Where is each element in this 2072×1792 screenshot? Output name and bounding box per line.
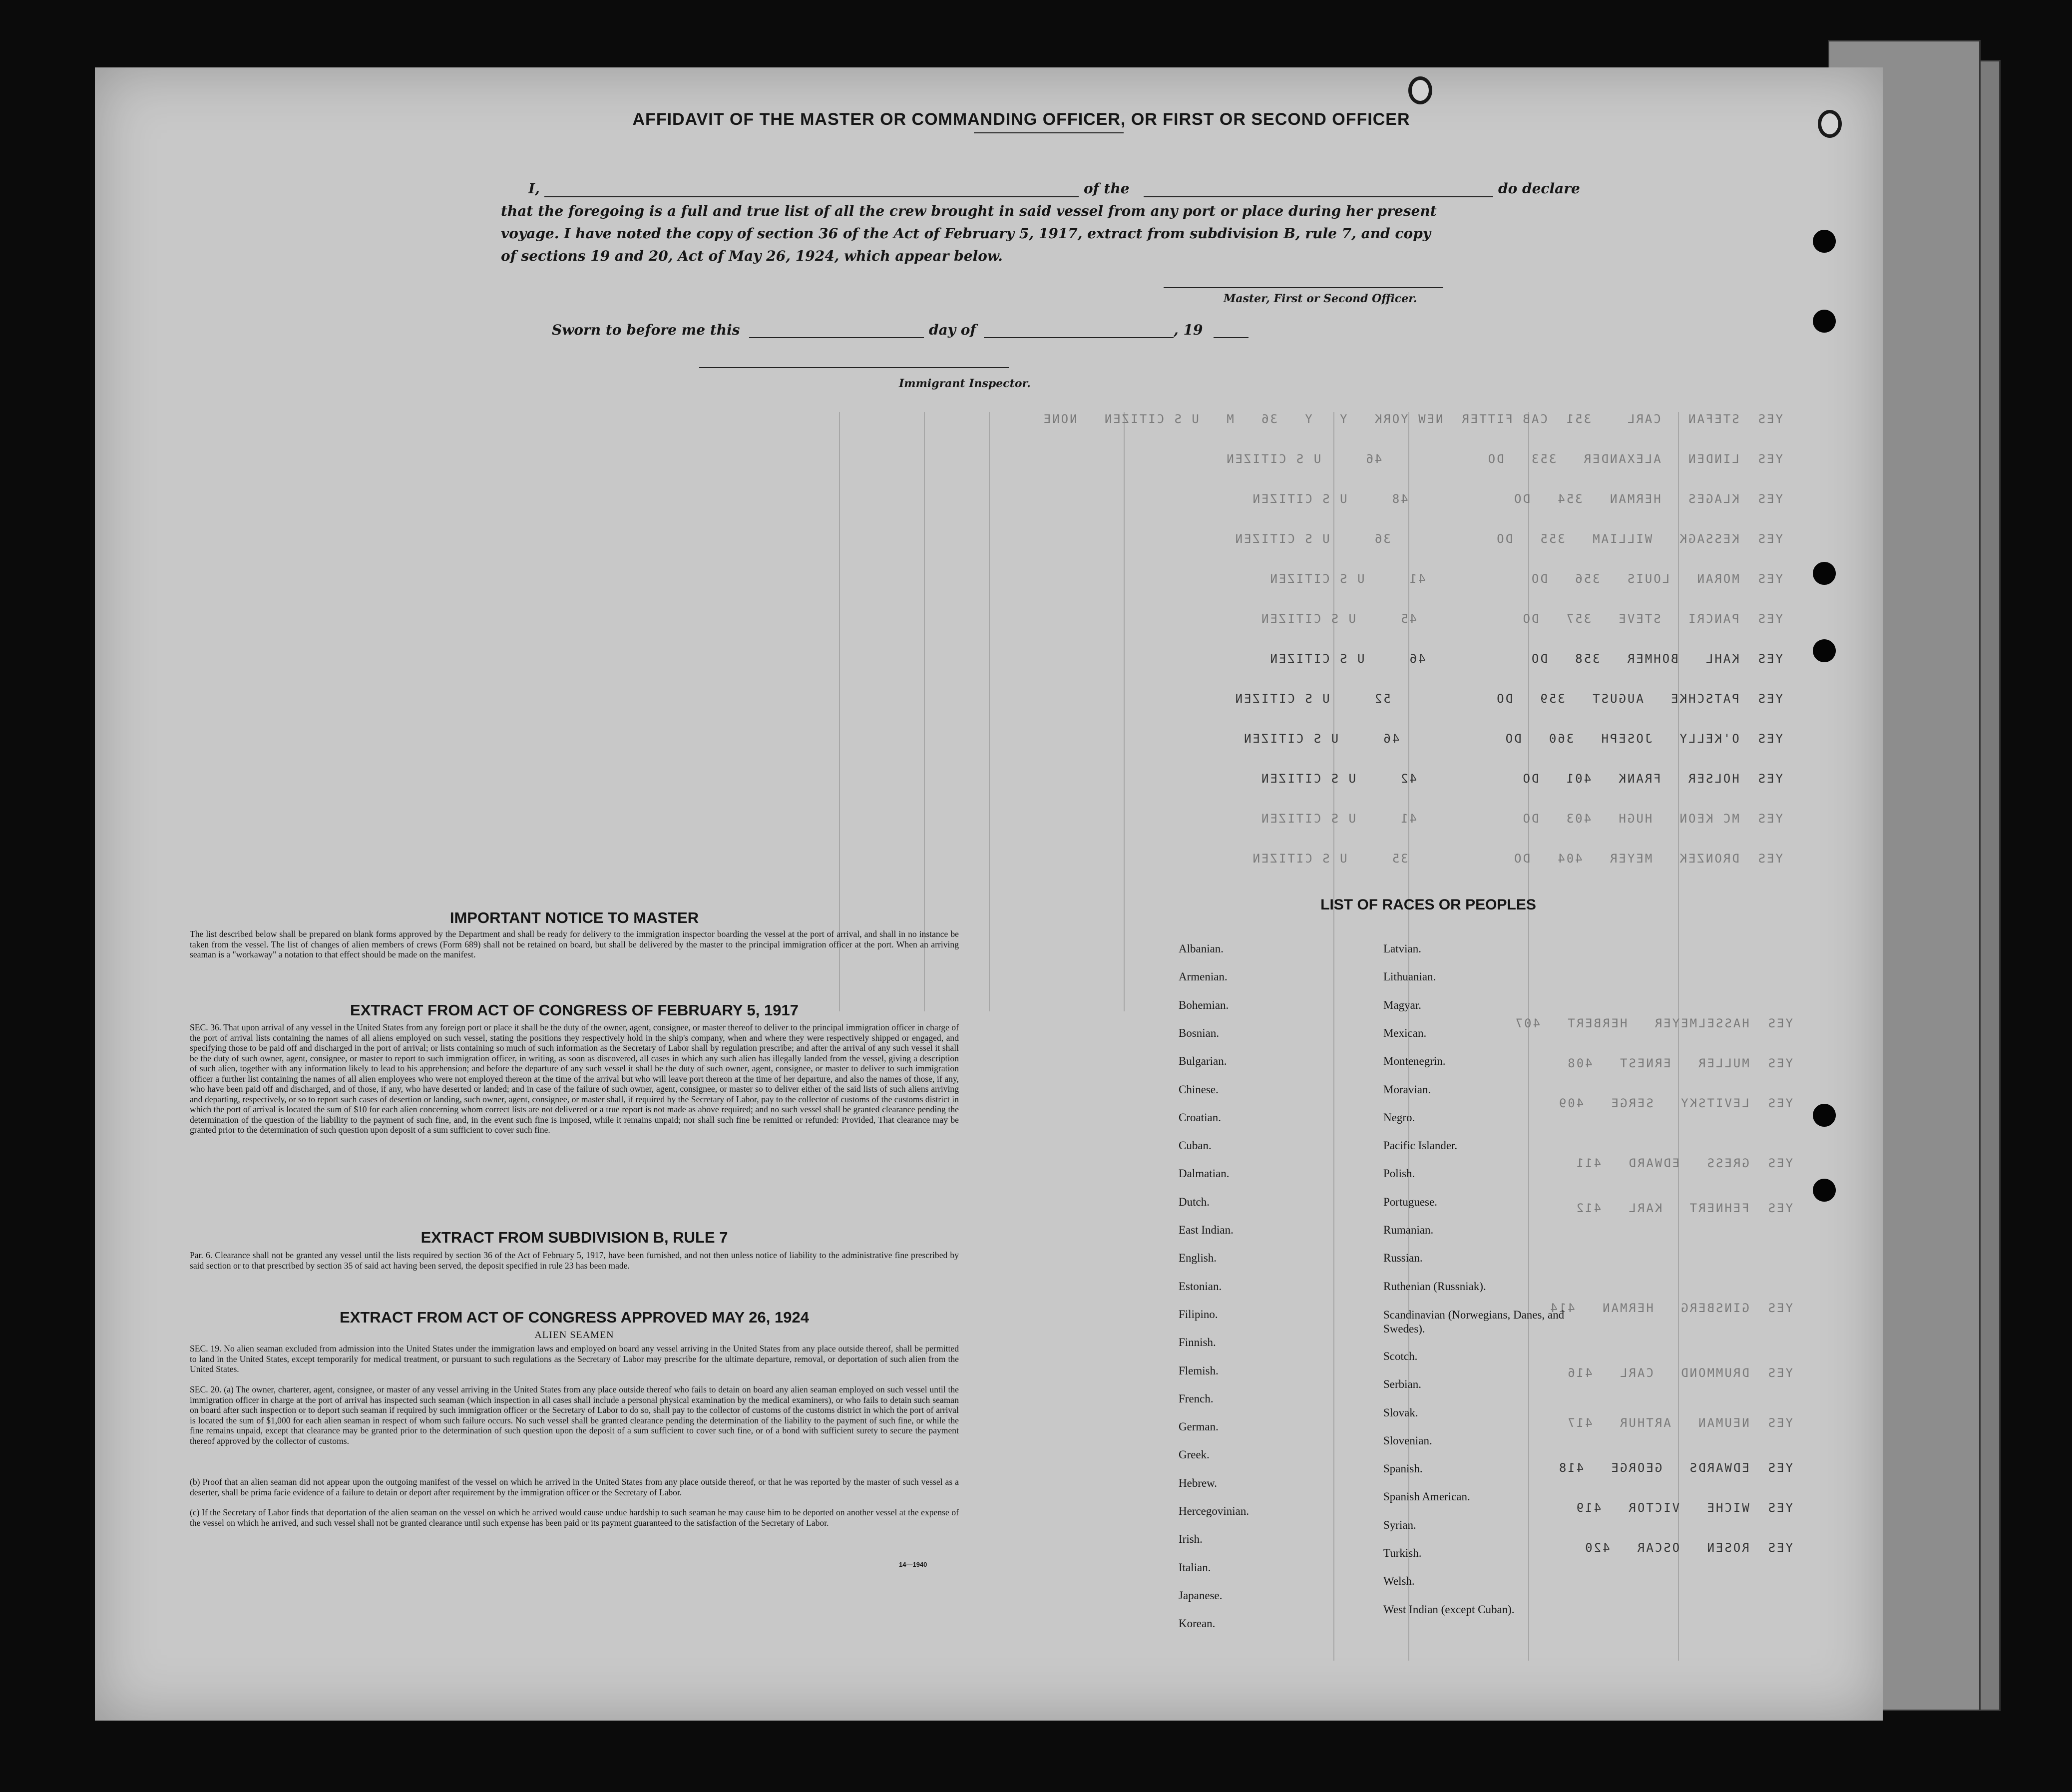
race-item: Albanian. <box>1179 942 1224 955</box>
bleed-through-text: YES FEHNERT KARL 412 <box>1575 1201 1793 1215</box>
race-item: Estonian. <box>1179 1280 1222 1293</box>
race-item: German. <box>1179 1420 1219 1433</box>
bleed-through-text: YES PATSCHKE AUGUST 359 DO 52 U S CITIZEN <box>1234 692 1783 706</box>
bleed-through-text: YES O'KELLY JOSEPH 360 DO 46 U S CITIZEN <box>1243 732 1783 746</box>
race-item: Bulgarian. <box>1179 1055 1227 1068</box>
race-item: English. <box>1179 1252 1217 1265</box>
race-item: Pacific Islander. <box>1383 1139 1458 1152</box>
bleed-through-text: YES MORAN LOUIS 356 DO 41 U S CITIZEN <box>1268 572 1783 586</box>
race-item: Finnish. <box>1179 1336 1216 1349</box>
race-item: Flemish. <box>1179 1364 1219 1377</box>
race-item: Welsh. <box>1383 1575 1415 1588</box>
bleed-through-text: YES KAHL BOHMER 358 DO 46 U S CITIZEN <box>1268 652 1783 666</box>
bleed-through-text: YES KLAGES HERMAN 354 DO 48 U S CITIZEN <box>1251 492 1783 506</box>
race-item: Slovenian. <box>1383 1434 1432 1447</box>
act-1917-text: SEC. 36. That upon arrival of any vessel in the United States from any foreign port or place it shall be the duty of the owner, agent, consignee, or master thereof to deliver to the principal immigration officer in charge of the port of arrival lists containing the names of all aliens employed on such vessel, stating the positions they respectively hold in the ship's company, when and where they were respectively shipped or engaged, and specifying those to be paid off and discharged in the port of arrival; or lists containing so much of such information as the Secretary of Labor shall by regulation prescribe; and after the arrival of any such vessel it shall be the duty of such owner, agent, consignee, or master to report to such immigration officer, in writing, as soon as discovered, all cases in which any such alien has illegally landed from the vessel, giving a description of such alien, together with any information likely to lead to his apprehension; and before the departure of any such vessel it shall be the duty of such owner, agent, consignee, or master to deliver to such immigration officer a further list containing the names of all alien employees who were not employed thereon at the time of the arrival but who will leave port thereon at the time of her departure, and also the names of those, if any, who have been paid off and discharged, and of those, if any, who have deserted or landed; and in case of the failure of such owner, agent, consignee, or master so to deliver either of the said lists of such aliens arriving and departing, respectively, or so to report such cases of desertion or landing, such owner, agent, consignee, or master shall, if required by the Secretary of Labor, pay to the collector of customs of the customs district in which the port of arrival is located the sum of $10 for each alien concerning whom correct lists are not delivered or a true report is not made as above required; and no such vessel shall be granted clearance pending the determination of the question of the liability to the payment of such fine, and, in the event such fine is imposed, while it remains unpaid; nor shall such fine be remitted or refunded: Provided, That clearance may be granted prior to the determination of such question upon deposit of a sum sufficient to cover such fine. <box>190 1022 959 1135</box>
race-item: Croatian. <box>1179 1111 1221 1124</box>
affidavit-declare: do declare <box>1498 180 1580 197</box>
punch-hole <box>1813 230 1836 253</box>
act-1924-sec19: SEC. 19. No alien seaman excluded from admission into the United States under the immigration laws and employed on board any vessel arriving in the United States from any place outside thereof, shall be permitted to land in the United States, except temporarily for medical treatment, or pursuant to such regulations as the Secretary of Labor may prescribe for the ultimate departure, removal, or deportation of such alien from the United States. <box>190 1344 959 1374</box>
punch-hole <box>1813 310 1836 333</box>
race-item: Filipino. <box>1179 1308 1218 1321</box>
binder-ring <box>1408 76 1432 104</box>
race-item: Negro. <box>1383 1111 1415 1124</box>
race-item: Dutch. <box>1179 1195 1210 1208</box>
form-number: 14—1940 <box>899 1561 927 1568</box>
bleed-through-text: YES HOLSER FRANK 401 DO 42 U S CITIZEN <box>1260 772 1783 786</box>
bleed-through-text: YES EDWARDS GEORGE 418 <box>1557 1461 1793 1475</box>
race-item: Scotch. <box>1383 1349 1418 1362</box>
inspector-signature-field[interactable] <box>699 367 1009 368</box>
affidavit-title-underline <box>974 132 1124 133</box>
signer-label: Master, First or Second Officer. <box>1224 292 1417 305</box>
affidavit-title: AFFIDAVIT OF THE MASTER OR COMMANDING OFFICER, OR FIRST OR SECOND OFFICER <box>632 110 1410 129</box>
race-item: Russian. <box>1383 1252 1423 1265</box>
punch-hole <box>1813 562 1836 585</box>
affidavit-of-the: of the <box>1084 180 1130 197</box>
bleed-through-text: YES MULLER ERNEST 408 <box>1566 1056 1793 1070</box>
bleed-through-text: YES DRUMMOND CARL 416 <box>1566 1366 1793 1380</box>
affidavit-line-2: that the foregoing is a full and true list of all the crew brought in said vessel from any port or place during her present <box>501 203 1437 219</box>
sworn-day-field[interactable] <box>749 337 924 338</box>
race-item: Hebrew. <box>1179 1476 1218 1489</box>
race-item: Moravian. <box>1383 1083 1431 1096</box>
bleed-through-text: YES MC KEON HUGH 403 DO 41 U S CITIZEN <box>1260 812 1783 826</box>
race-item: Bohemian. <box>1179 998 1229 1011</box>
inspector-label: Immigrant Inspector. <box>899 377 1031 390</box>
race-item: Dalmatian. <box>1179 1167 1230 1180</box>
notice-title: IMPORTANT NOTICE TO MASTER <box>449 909 699 926</box>
bleed-through-text: YES STEFAN CARL 351 CAB FITTER NEW YORK Y Y 36 M U S CITIZEN NONE <box>1042 412 1783 426</box>
race-item: Polish. <box>1383 1167 1415 1180</box>
bleed-through-text: YES LEVITSKY SERGE 409 <box>1557 1096 1793 1110</box>
declarant-name-field[interactable] <box>544 196 1079 197</box>
race-item: Serbian. <box>1383 1378 1422 1391</box>
sworn-month-field[interactable] <box>984 337 1174 338</box>
race-item: Syrian. <box>1383 1518 1416 1531</box>
sworn-year: , 19 <box>1174 322 1203 338</box>
notice-text: The list described below shall be prepared on blank forms approved by the Department and shall be ready for delivery to the immigration inspector boarding the vessel at the port of arrival, and shall in no instance be taken from the vessel. The list of changes of alien members of crews (Form 689) shall not be retained on board, but shall be delivered by the master to the principal immigration officer at the port. When an arriving seaman is a "workaway" a notation to that effect should be made on the manifest. <box>190 929 959 959</box>
punch-hole <box>1813 1104 1836 1127</box>
punch-hole <box>1813 639 1836 662</box>
binder-ring <box>1818 110 1842 138</box>
race-item: Portuguese. <box>1383 1195 1437 1208</box>
sworn-year-field[interactable] <box>1214 337 1248 338</box>
race-item: French. <box>1179 1392 1214 1405</box>
race-item: Spanish American. <box>1383 1490 1470 1503</box>
race-item: Mexican. <box>1383 1026 1427 1039</box>
manifest-page <box>95 67 1883 1721</box>
bleed-through-text: YES ROSEN OSCAR 420 <box>1584 1541 1793 1555</box>
race-item: Latvian. <box>1383 942 1421 955</box>
races-title: LIST OF RACES OR PEOPLES <box>1320 896 1536 913</box>
race-item: Irish. <box>1179 1533 1203 1546</box>
act-1917-title: EXTRACT FROM ACT OF CONGRESS OF FEBRUARY 5, 1917 <box>350 1001 799 1019</box>
race-item: Scandinavian (Norwegians, Danes, and Swedes). <box>1383 1308 1565 1335</box>
bleed-through-text: YES LINDEN ALEXANDER 353 DO 46 U S CITIZEN <box>1225 452 1783 466</box>
bleed-through-text: YES PANCRI STEVE 357 DO 45 U S CITIZEN <box>1260 612 1783 626</box>
race-item: Italian. <box>1179 1561 1211 1574</box>
act-1924-title: EXTRACT FROM ACT OF CONGRESS APPROVED MAY 26, 1924 <box>340 1309 809 1326</box>
rule7-text: Par. 6. Clearance shall not be granted any vessel until the lists required by section 36 of the Act of February 5, 1917, have been furnished, and not then unless notice of liability to the administrative fine prescribed by said section or to that prescribed by section 35 of said act having been served, the deposit specified in rule 23 has been made. <box>190 1250 959 1271</box>
race-item: Armenian. <box>1179 970 1228 983</box>
punch-hole <box>1813 1179 1836 1202</box>
affidavit-line-3: voyage. I have noted the copy of section 36 of the Act of February 5, 1917, extract from subdivision B, rule 7, and copy <box>501 225 1431 242</box>
vessel-name-field[interactable] <box>1144 196 1493 197</box>
race-item: Slovak. <box>1383 1406 1418 1419</box>
race-item: Turkish. <box>1383 1547 1422 1559</box>
act-1924-sec20c: (c) If the Secretary of Labor finds that deportation of the alien seaman on the vessel on which he arrived would cause undue hardship to such seaman he may cause him to be deported on another vessel at the expense of the vessel on which he arrived, and such vessel shall not be granted clearance until such expense has been paid or its payment guaranteed to the satisfaction of the Secretary of Labor. <box>190 1507 959 1528</box>
bleed-through-text: YES KESSAGK WILLIAM 355 DO 36 U S CITIZEN <box>1234 532 1783 546</box>
race-item: Rumanian. <box>1383 1224 1434 1236</box>
bleed-through-text: YES WICHE VICTOR 419 <box>1575 1501 1793 1515</box>
act-1924-sec20b: (b) Proof that an alien seaman did not appear upon the outgoing manifest of the vessel on which he arrived in the United States from any place outside thereof, or that he was reported by the master of such vessel as a deserter, shall be prima facie evidence of a failure to detain or deport after requirement by the immigration officer or the Secretary of Labor. <box>190 1477 959 1497</box>
bleed-through-text: YES GRESS EDWARD 411 <box>1575 1156 1793 1170</box>
race-item: Spanish. <box>1383 1462 1423 1475</box>
race-item: West Indian (except Cuban). <box>1383 1603 1515 1616</box>
race-item: Lithuanian. <box>1383 970 1436 983</box>
race-item: East Indian. <box>1179 1224 1234 1236</box>
affidavit-i: I, <box>528 180 540 197</box>
bleed-through-text: YES DRONZEK MEYER 404 DO 35 U S CITIZEN <box>1251 852 1783 866</box>
rule7-title: EXTRACT FROM SUBDIVISION B, RULE 7 <box>420 1229 728 1246</box>
race-item: Japanese. <box>1179 1589 1223 1602</box>
affidavit-line-4: of sections 19 and 20, Act of May 26, 1924, which appear below. <box>501 248 1003 264</box>
act-1924-subtitle: ALIEN SEAMEN <box>534 1330 614 1341</box>
race-item: Korean. <box>1179 1617 1216 1630</box>
race-item: Chinese. <box>1179 1083 1219 1096</box>
race-item: Montenegrin. <box>1383 1055 1446 1068</box>
act-1924-sec20: SEC. 20. (a) The owner, charterer, agent, consignee, or master of any vessel arriving in the United States from any place outside thereof who fails to detain on board any alien seaman employed on such vessel until the immigration officer in charge at the port of arrival has inspected such seaman (which inspection in all cases shall include a personal physical examination by the medical examiners), or who fails to detain such seaman on board after such inspection or to deport such seaman if required by such immigration officer or the Secretary of Labor to do so, shall pay to the collector of customs of the customs district in which the port of arrival is located the sum of $1,000 for each alien seaman in respect of whom such failure occurs. No such vessel shall be granted clearance pending the determination of the liability to the payment of such fine, or while the fine remains unpaid, except that clearance may be granted prior to the determination of such question upon the deposit of a sum sufficient to cover such fine, or of a bond with sufficient surety to secure the payment thereof approved by the collector of customs. <box>190 1384 959 1446</box>
race-item: Greek. <box>1179 1448 1210 1461</box>
bleed-through-text: YES NEUMAN ARTHUR 417 <box>1566 1416 1793 1430</box>
sworn-day-of: day of <box>929 322 976 338</box>
race-item: Bosnian. <box>1179 1026 1220 1039</box>
sworn-text: Sworn to before me this <box>552 322 740 338</box>
race-item: Magyar. <box>1383 998 1422 1011</box>
race-item: Hercegovinian. <box>1179 1505 1249 1517</box>
bleed-through-text: YES GINSBERG HERMAN 414 <box>1549 1301 1793 1315</box>
race-item: Ruthenian (Russniak). <box>1383 1280 1486 1293</box>
signature-field[interactable] <box>1164 287 1443 288</box>
bleed-through-text: YES HASSELMEYER HERBERT 407 <box>1514 1016 1793 1030</box>
race-item: Cuban. <box>1179 1139 1212 1152</box>
